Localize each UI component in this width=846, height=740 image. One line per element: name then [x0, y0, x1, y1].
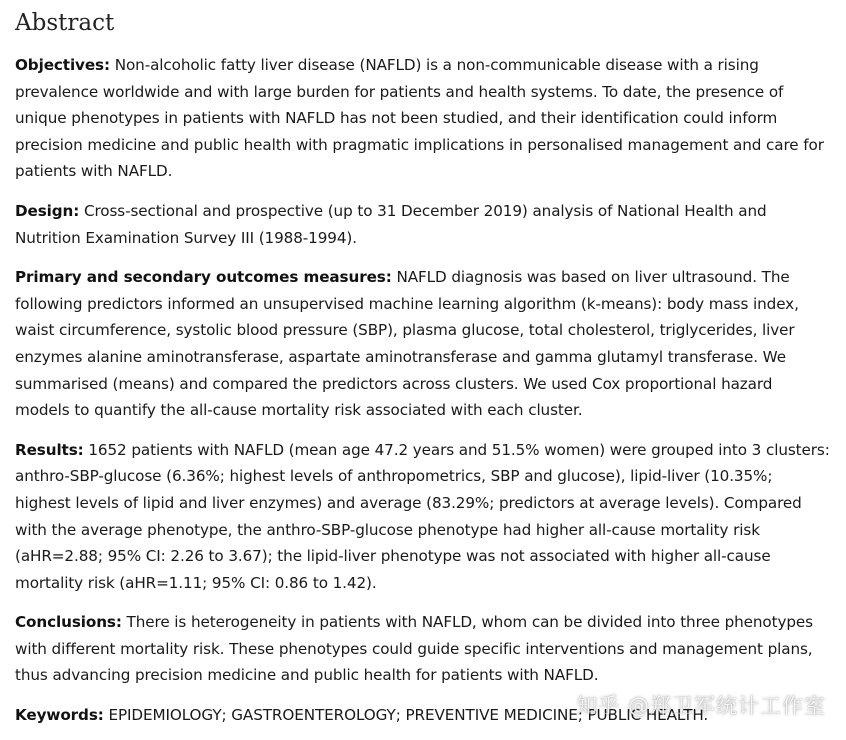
keywords-section	[15, 702, 831, 729]
design-section	[15, 198, 831, 251]
conclusions-text: There is heterogeneity in patients with NAFLD, whom can be divided into three phenotypes with different mortality risk. These phenotypes could guide specific interventions and management plans, thus advancing precision medicine and public health for patients with NAFLD.	[15, 613, 813, 685]
abstract-heading: Abstract	[15, 10, 115, 36]
results-section	[15, 437, 831, 597]
objectives-section	[15, 52, 831, 185]
design-label: Design:	[15, 201, 80, 220]
watermark: 知乎 @郑卫军统计工作室	[576, 694, 826, 718]
objectives-label: Objectives:	[15, 56, 110, 74]
objectives-text: Non-alcoholic fatty liver disease (NAFLD) is a non-communicable disease with a rising prevalence worldwide and with large burden for patients and health systems. To date, the presence of unique phenotypes in patients with NAFLD has not been studied, and their identification could inform precision medicine and public health with pragmatic implications in personalised management and care for patients with NAFLD.	[15, 56, 824, 181]
conclusions-label: Conclusions:	[15, 613, 122, 632]
design-text: Cross-sectional and prospective (up to 31 December 2019) analysis of National Health and Nutrition Examination Survey III (1988-1994).	[15, 201, 767, 247]
outcomes-section	[15, 264, 831, 424]
results-text: 1652 patients with NAFLD (mean age 47.2 years and 51.5% women) were grouped into 3 clusters: anthro-SBP-glucose (6.36%; highest levels of anthropometrics, SBP and glucose), lipid-liver (10.35%; highest levels of lipid and liver enzymes) and average (83.29%; predictors at average levels). Compared with the average phenotype, the anthro-SBP-glucose phenotype had higher all-cause mortality risk (aHR=2.88; 95% CI: 2.26 to 3.67); the lipid-liver phenotype was not associated with higher all-cause mortality risk (aHR=1.11; 95% CI: 0.86 to 1.42).	[15, 440, 830, 592]
keywords-text: EPIDEMIOLOGY; GASTROENTEROLOGY; PREVENTIVE MEDICINE; PUBLIC HEALTH.	[103, 706, 709, 725]
abstract-block	[15, 6, 831, 729]
outcomes-label: Primary and secondary outcomes measures:	[15, 268, 392, 287]
outcomes-text: NAFLD diagnosis was based on liver ultrasound. The following predictors informed an unsupervised machine learning algorithm (k-means): body mass index, waist circumference, systolic blood pressure (SBP), plasma glucose, total cholesterol, triglycerides, liver enzymes alanine aminotransferase, aspartate aminotransferase and gamma glutamyl transferase. We summarised (means) and compared the predictors across clusters. We used Cox proportional hazard models to quantify the all-cause mortality risk associated with each cluster.	[15, 268, 799, 420]
keywords-label: Keywords:	[15, 706, 104, 725]
results-label: Results:	[15, 440, 84, 459]
conclusions-section	[15, 609, 831, 689]
